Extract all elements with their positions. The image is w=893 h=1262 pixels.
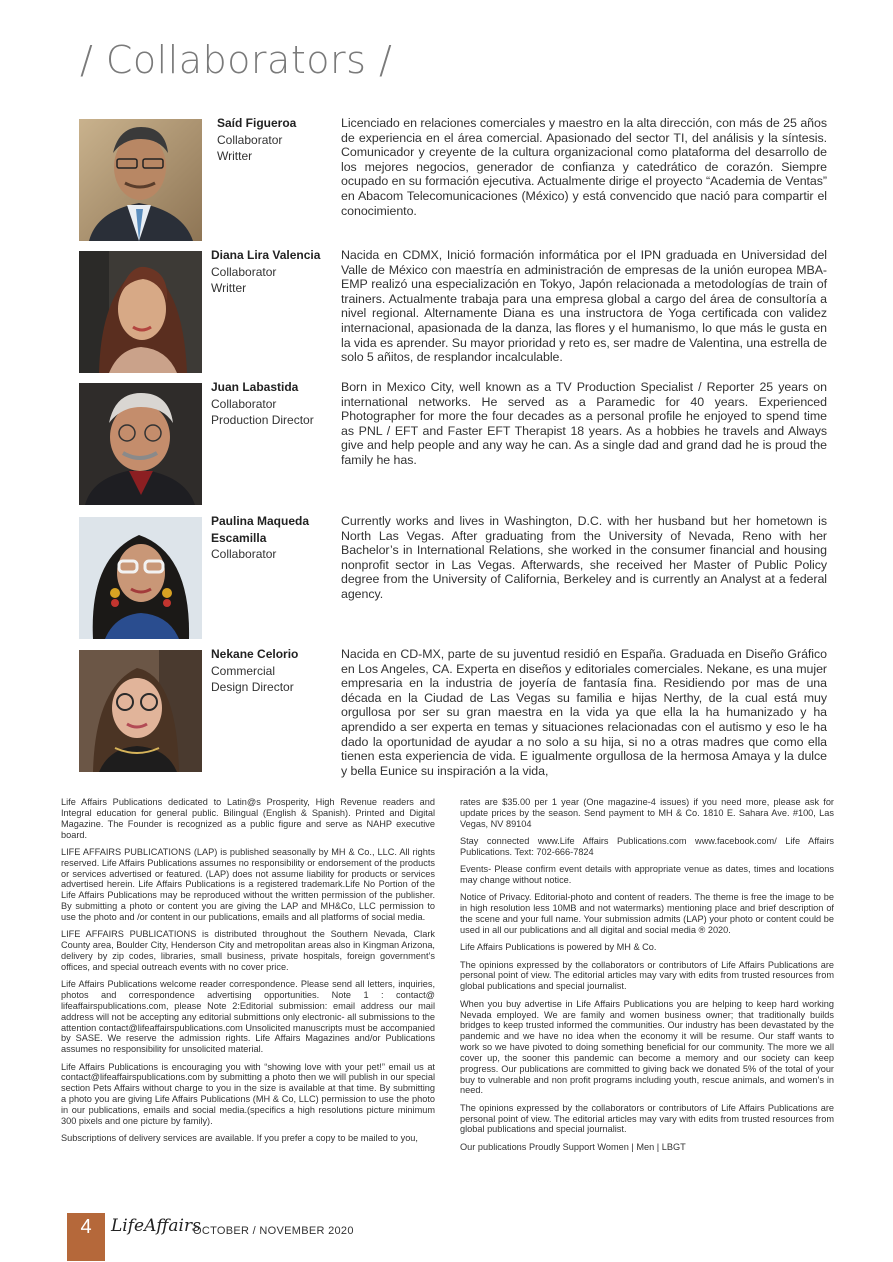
fine-print-paragraph: Life Affairs Publications dedicated to Latin@s Prosperity, High Revenue readers and Integral education for general public. Bilingual (English & Spanish). Printed and Digital Magazine. The Founder is recognized as a public figure and serve as NAHP executive board. xyxy=(61,797,435,840)
collaborator-role: Production Director xyxy=(211,413,314,427)
magazine-logo: LifeAffairs xyxy=(111,1216,201,1236)
collaborator-photo xyxy=(79,517,202,639)
fine-print-paragraph: Our publications Proudly Support Women | Men | LBGT xyxy=(460,1141,686,1152)
collaborator-role: Collaborator xyxy=(211,396,277,411)
fine-print-paragraph: Subscriptions of delivery services are available. If you prefer a copy to be mailed to you, xyxy=(61,1133,418,1144)
collaborator-info xyxy=(211,379,333,429)
portrait-image xyxy=(79,383,202,505)
fine-print-paragraph: The opinions expressed by the collaborators or contributors of Life Affairs Publications are personal point of view. The editorial articles may vary with edits from trusted resources from global publications and special journalist. xyxy=(460,959,834,992)
collaborator-role: Design Director xyxy=(211,680,294,694)
collaborator-bio: Currently works and lives in Washington, D.C. with her husband but her hometown is North Las Vegas. After graduating from the University of Nevada, Reno with her Bachelor’s in International Relations, she worked in the consumer financial and housing nonprofit sector in Las Vegas. Afterwards, she received her Master of Public Policy degree from the University of California, Berkeley and is currently an Analyst at a federal agency. xyxy=(341,514,827,601)
collaborator-info xyxy=(211,513,333,563)
fine-print-left-column xyxy=(61,797,435,1150)
collaborator-role: Collaborator xyxy=(217,132,283,147)
page-number: 4 xyxy=(67,1213,105,1261)
collaborator-bio: Licenciado en relaciones comerciales y maestro en la alta dirección, con más de 25 años de experiencia en el área comercial. Apasionado del sector TI, del análisis y la síntesis. Comunicador y creyente de la cultura organizacional como plataforma del desarrollo de los mejores negocios, generador de confianza y catedrático de corazón. Siempre ocupado en su formación ejecutiva. Actualmente dirige el proyecto “Academia de Ventas” en Abacom Telecomunicaciones (México) y está convencido que nació para compartir el conocimiento. xyxy=(341,116,827,218)
collaborator-role: Collaborator xyxy=(211,264,277,279)
fine-print-paragraph: LIFE AFFAIRS PUBLICATIONS (LAP) is published seasonally by MH & Co., LLC. All rights reserved. Life Affairs Publications assumes no responsibility or endorsement of the products or services advertised or featured. (LAP) does not assume liability for products or services advertised herein. Life Affairs Publications is a registered trademark.Life No Portion of the Life Affairs Publications may be reproduced without the written permission of the publisher. By submitting a photo or content you are giving the LAP and MH&Co, LLC permission to use the photo and /or content in our publications, emails and all platforms of social media. xyxy=(61,846,435,922)
collaborator-info xyxy=(211,247,333,297)
collaborator-name: Paulina Maqueda Escamilla xyxy=(211,514,310,545)
collaborator-name: Diana Lira Valencia xyxy=(211,248,321,262)
fine-print-paragraph: Life Affairs Publications is encouraging you with “showing love with your pet!” email us at contact@lifeaffairspublications.com by submitting a photo then we will publish in our special section Pets Affairs without charge to you in the size is available at that time. By submitting a photo you are giving Life Affairs Publications (MH & Co, LLC) permission to use the photo in our publications, emails and social media.(specifics a high resolutions picture minimum 300 pixels and one picture by family). xyxy=(61,1061,435,1126)
collaborator-name: Saíd Figueroa xyxy=(217,116,297,130)
portrait-image xyxy=(79,517,202,639)
collaborator-role: Writter xyxy=(217,149,253,163)
portrait-image xyxy=(79,251,202,373)
fine-print-paragraph: Events- Please confirm event details with appropriate venue as dates, times and locations may change without notice. xyxy=(460,864,834,886)
fine-print-paragraph: LIFE AFFAIRS PUBLICATIONS is distributed throughout the Southern Nevada, Clark County area, Boulder City, Henderson City and metropolitan areas also in Kingman Arizona, delivery by zip codes, libraries, small business, private hospitals, foreign government’s offices, and special outreach events with no cover price. xyxy=(61,929,435,972)
issue-date: OCTOBER / NOVEMBER 2020 xyxy=(193,1225,354,1237)
collaborator-info xyxy=(211,646,333,696)
fine-print-paragraph: Notice of Privacy. Editorial-photo and content of readers. The theme is free the image to be in high resolution less 10MB and not watermarks) mentioning place and brief description of the scene and your full name. Your submission admits (LAP) your photo or content could be used in all our publications and all digital and social media ® 2020. xyxy=(460,892,834,935)
fine-print-paragraph: The opinions expressed by the collaborators or contributors of Life Affairs Publications are personal point of view. The editorial articles may vary with edits from trusted resources from global publications and special journalist. xyxy=(460,1102,834,1135)
fine-print-paragraph: Stay connected www.Life Affairs Publications.com www.facebook.com/ Life Affairs Publications. Text: 702-666-7824 xyxy=(460,836,834,857)
collaborator-photo xyxy=(79,383,202,505)
fine-print-paragraph: When you buy advertise in Life Affairs Publications you are helping to keep hard working Nevada employed. We are family and women business owner; that traditionally builds bridges to keep trusted informed the communities. Our industry has been devastated by the pandemic and we have no idea when the economy it will be resume. Our staff wants to work so we have pivoted to doing something beneficial for our community. The more we all cover up, the sooner this pandemic can become a memory and our society can keep progress. Our publications are committed to giving back we donated 5% of the total of your buy to vulnerable and non profit programs including youth, rescue animals, and women’s in need. xyxy=(460,998,834,1096)
collaborator-photo xyxy=(79,251,202,373)
collaborator-bio: Born in Mexico City, well known as a TV Production Specialist / Reporter 25 years on international networks. He served as a Paramedic for 40 years. Experienced Photographer for more the four decades as a personal profile he enjoyed to spend time as PNL / EFT and Faster EFT Therapist 18 years. As a hobbies he travels and Always give and help people and any way he can. As a single dad and grand dad he is proud the family he has. xyxy=(341,380,827,467)
collaborator-info xyxy=(217,115,339,165)
portrait-image xyxy=(79,650,202,772)
portrait-image xyxy=(79,119,202,241)
fine-print-right-column xyxy=(460,797,834,1159)
fine-print-paragraph: Life Affairs Publications is powered by MH & Co. xyxy=(460,942,657,953)
collaborator-name: Juan Labastida xyxy=(211,380,299,394)
collaborator-role: Commercial xyxy=(211,663,276,678)
fine-print-paragraph: Life Affairs Publications welcome reader correspondence. Please send all letters, inquiries, photos and correspondence advertising opportunities. Note 1 : contact@ lifeaffairspublications.com, please Note 2:Editorial submission: email address our mail address will not be accepting any editorial submittions only electronic- all submissions to the attention contact@lifeaffairspublications.com Unsolicited manuscripts must be accompanied by SASE. We reserve the admission rights. Life Affairs Magazines and/or Publications assumes no responsibility for unsolicited material. xyxy=(61,979,435,1055)
collaborator-role: Collaborator xyxy=(211,547,277,561)
collaborator-bio: Nacida en CDMX, Inició formación informática por el IPN graduada en Universidad del Valle de México con maestría en administración de empresas de la unión europea MBA-EMP realizó una especialización en Tokyo, Japón relacionada a metodologías de train of trainers. Actualmente trabaja para una empresa global a cargo del área de consultoría a nivel regional. Alternamente Diana es una instructora de Yoga certificada con validez internacional, apasionada de la danza, las flores y el humanismo, lo que más le gusta en la vida es aprender. Su mayor prioridad y reto es, ser madre de Valentina, una estrella de solo 5 añitos, de resplandor incalculable. xyxy=(341,248,827,365)
collaborator-photo xyxy=(79,650,202,772)
collaborator-photo xyxy=(79,119,202,241)
collaborator-name: Nekane Celorio xyxy=(211,647,299,661)
fine-print-paragraph: rates are $35.00 per 1 year (One magazine-4 issues) if you need more, please ask for update prices by the season. Send payment to MH & Co. 1810 E. Sahara Ave. #100, Las Vegas, NV 89104 xyxy=(460,797,834,829)
page-title: / Collaborators / xyxy=(80,38,393,82)
collaborator-role: Writter xyxy=(211,281,247,295)
collaborator-bio: Nacida en CD-MX, parte de su juventud residió en España. Graduada en Diseño Gráfico en Los Angeles, CA. Experta en diseños y editoriales comerciales. Nekane, es una mujer empresaria en la industria de joyería de fantasía fina. Residiendo por mas de una década en la Ciudad de Las Vegas su familia e hijas Nerthy, de la cual está muy orgullosa por ser su gran maestra en la vida ya que ella la ha humanizado y ha aprendido a ser experta en temas y situaciones relacionadas con el autismo y eso le ha dado la oportunidad de ayudar a no solo a su hija, si no a otras madres que como ella tienen esta experiencia de vida. E igualmente orgullosa de la hermosa Amaya y la dulce y bella Eunice su inspiración a la vida, xyxy=(341,647,827,778)
